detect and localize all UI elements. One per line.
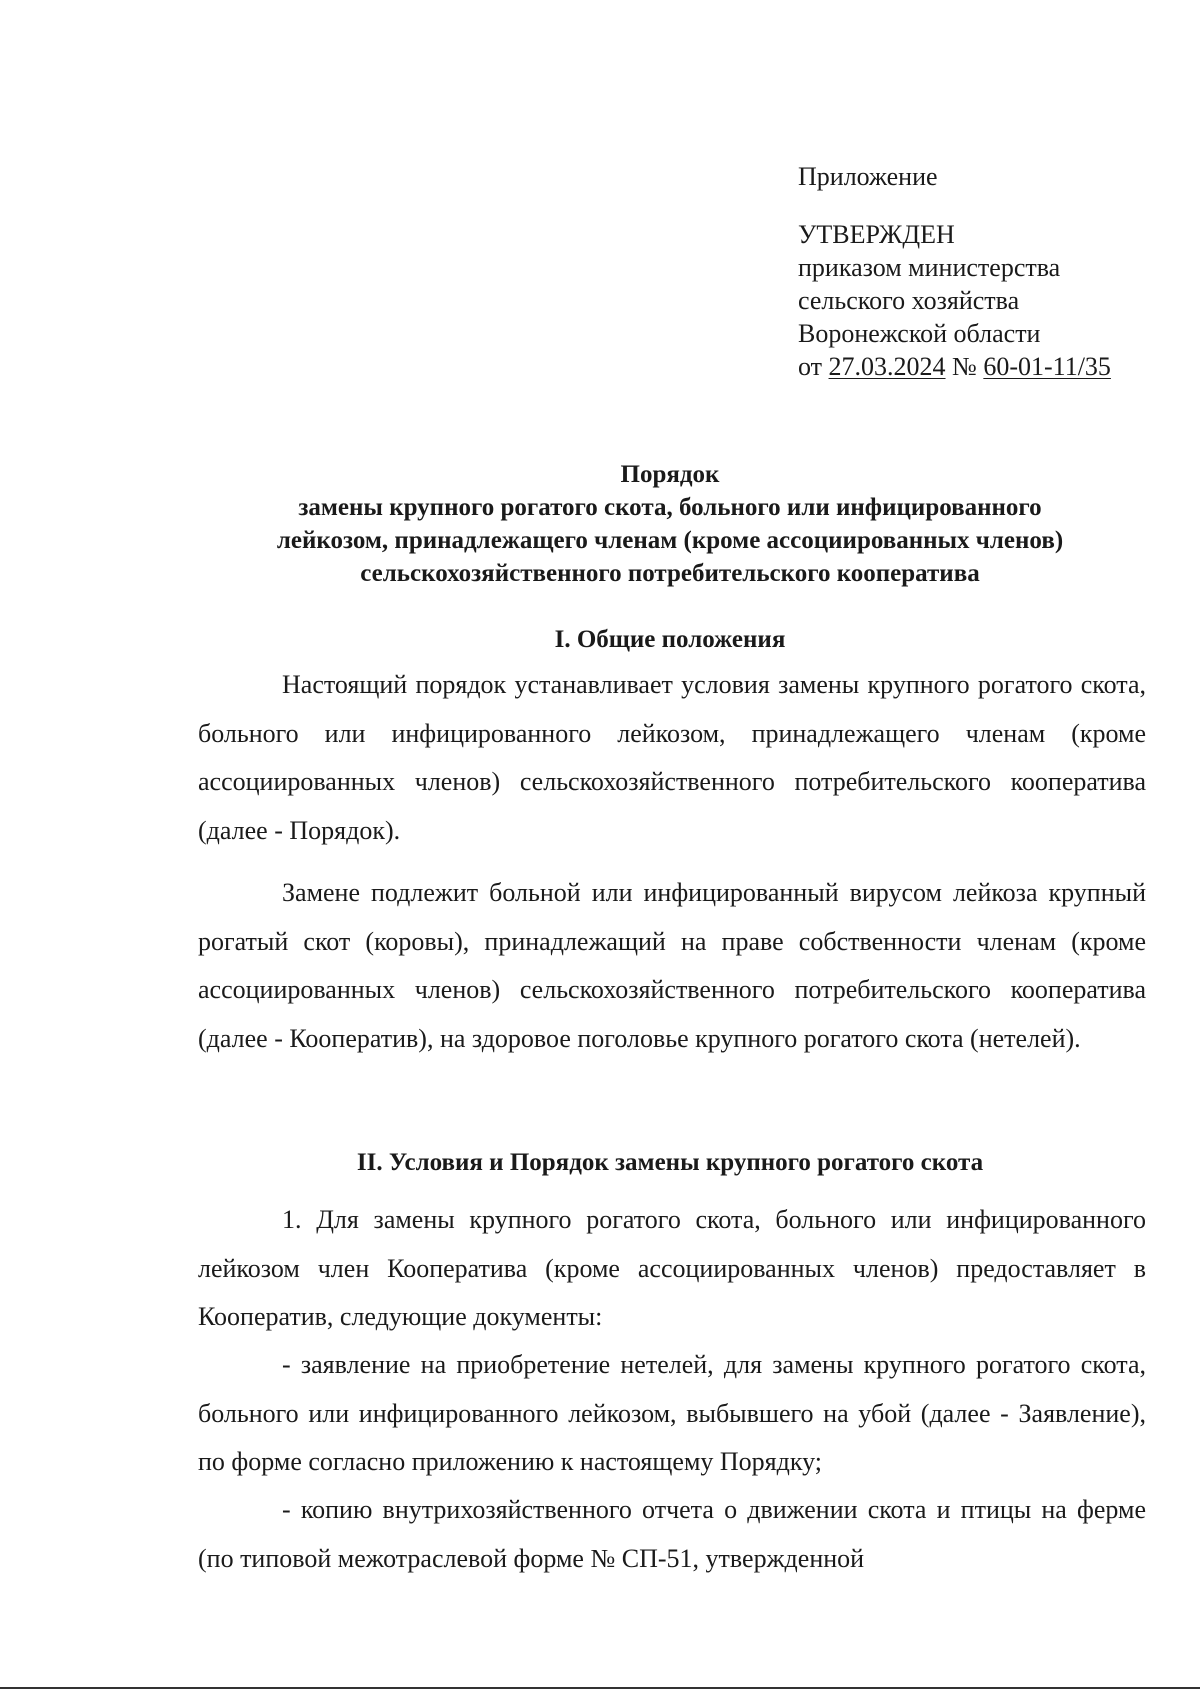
section-2-paragraph: 1. Для замены крупного рогатого скота, больного или инфицированного лейкозом член Кооператива (кроме ассоциированных членов) предоставляет в Кооператив, следующие документы: [198,1205,1146,1331]
approval-line-1: приказом министерства [798,253,1061,282]
approval-line-3: Воронежской области [798,319,1041,348]
section-1-heading: I. Общие положения [554,626,786,653]
page-bottom-rule [0,1687,1200,1689]
section-2-heading: II. Условия и Порядок замены крупного рогатого скота [356,1149,984,1176]
title-line-4: сельскохозяйственного потребительского кооператива [360,560,980,587]
order-number-sign: № [952,352,977,381]
section-1-paragraph: Настоящий порядок устанавливает условия замены крупного рогатого скота, больного или инфицированного лейкозом, принадлежащего членам (кроме ассоциированных членов) сельскохозяйственного потребительского кооператива (далее - Порядок). [198,670,1146,845]
document-title [160,458,1180,590]
order-date: 27.03.2024 [828,352,946,381]
approval-order-ref [798,350,1158,383]
title-line-1: Порядок [620,461,720,488]
order-from-prefix: от [798,352,823,381]
title-line-3: лейкозом, принадлежащего членам (кроме ассоциированных членов) [276,527,1064,554]
approved-word: УТВЕРЖДЕН [798,220,955,249]
title-line-2: замены крупного рогатого скота, больного или инфицированного [298,494,1042,521]
section-1-paragraph: Замене подлежит больной или инфицированный вирусом лейкоза крупный рогатый скот (коровы), принадлежащий на праве собственности членам (кроме ассоциированных членов) сельскохозяйственного потребительского кооператива (далее - Кооператив), на здоровое поголовье крупного рогатого скота (нетелей). [198,878,1146,1053]
appendix-label: Приложение [798,162,938,191]
approval-stamp [798,160,1158,383]
section-2-paragraph: - копию внутрихозяйственного отчета о движении скота и птицы на ферме (по типовой межотраслевой форме № СП-51, утвержденной [198,1495,1146,1573]
section-2-paragraph: - заявление на приобретение нетелей, для замены крупного рогатого скота, больного или инфицированного лейкозом, выбывшего на убой (далее - Заявление), по форме согласно приложению к настоящему Порядку; [198,1350,1146,1476]
order-number: 60-01-11/35 [983,352,1111,381]
approval-line-2: сельского хозяйства [798,286,1020,315]
